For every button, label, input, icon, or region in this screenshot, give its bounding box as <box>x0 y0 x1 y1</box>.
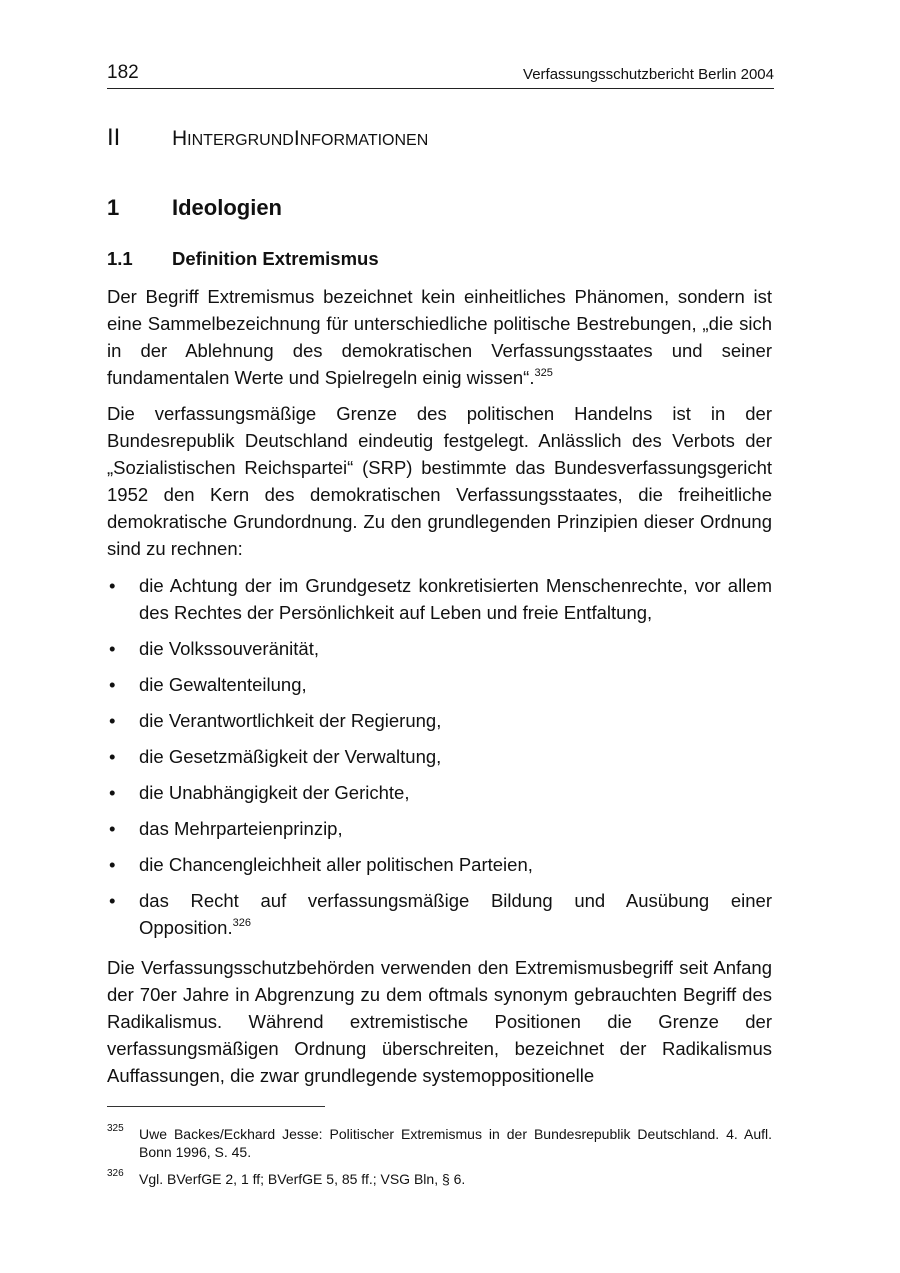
footnote-number: 326 <box>107 1168 124 1179</box>
list-item-text: das Mehrparteienprinzip, <box>139 818 343 839</box>
list-item <box>107 707 772 734</box>
list-item <box>107 635 772 662</box>
bullet-icon: • <box>109 782 116 803</box>
part-title-segment: I <box>293 127 300 150</box>
list-item <box>107 887 772 941</box>
section-number: 1 <box>107 195 120 220</box>
footnote-ref[interactable]: 325 <box>534 367 553 379</box>
footnote-ref[interactable]: 326 <box>232 917 251 929</box>
part-title <box>172 127 428 151</box>
footnote-number: 325 <box>107 1123 124 1134</box>
bullet-icon: • <box>109 818 116 839</box>
list-item-text: die Verantwortlichkeit der Regierung, <box>139 710 442 731</box>
paragraph <box>107 283 772 391</box>
principles-list <box>107 572 772 950</box>
list-item-text: die Volkssouveränität, <box>139 638 319 659</box>
part-title-segment: NFORMATIONEN <box>299 132 429 149</box>
paragraph-text: Die Verfassungsschutzbehörden verwenden den Extremismusbegriff seit Anfang der 70er Jahre in Abgrenzung zu dem oftmals synonym gebrauchten Begriff des Radikalismus. Während extremistische Positionen die Grenze der verfassungsmäßigen Ordnung überschreiten, bezeichnet der Radikalismus Auffassungen, die zwar grundlegende systemoppositionelle <box>107 957 772 1086</box>
part-number: II <box>107 124 121 151</box>
paragraph <box>107 954 772 1089</box>
running-title: Verfassungsschutzbericht Berlin 2004 <box>523 66 774 83</box>
part-title-segment: INTERGRUND <box>187 132 294 149</box>
paragraph-text: Die verfassungsmäßige Grenze des politischen Handelns ist in der Bundesrepublik Deutschland eindeutig festgelegt. Anlässlich des Verbots der „Sozialistischen Reichspartei“ (SRP) bestimmte das Bundesverfassungsgericht 1952 den Kern des demokratischen Verfassungsstaates, die freiheitliche demokratische Grundordnung. Zu den grundlegenden Prinzipien dieser Ordnung sind zu rechnen: <box>107 403 772 559</box>
bullet-icon: • <box>109 575 116 596</box>
footnote <box>107 1125 772 1161</box>
bullet-icon: • <box>109 638 116 659</box>
list-item <box>107 779 772 806</box>
bullet-icon: • <box>109 746 116 767</box>
list-item <box>107 851 772 878</box>
list-item <box>107 671 772 698</box>
list-item-text: die Gewaltenteilung, <box>139 674 307 695</box>
page-number: 182 <box>107 62 139 83</box>
list-item-text: die Unabhängigkeit der Gerichte, <box>139 782 410 803</box>
footnote <box>107 1170 772 1188</box>
list-item <box>107 572 772 626</box>
list-item-text: die Chancengleichheit aller politischen Parteien, <box>139 854 533 875</box>
part-title-segment: H <box>172 127 188 150</box>
bullet-icon: • <box>109 854 116 875</box>
paragraph <box>107 400 772 562</box>
subsection-number: 1.1 <box>107 248 133 269</box>
list-item <box>107 743 772 770</box>
footnote-text: Vgl. BVerfGE 2, 1 ff; BVerfGE 5, 85 ff.; VSG Bln, § 6. <box>139 1171 466 1187</box>
paragraph-text: Der Begriff Extremismus bezeichnet kein einheitliches Phänomen, sondern ist eine Sammelbezeichnung für unterschiedliche politische Bestrebungen, „die sich in der Ablehnung des demokratischen Verfassungsstaates und seiner fundamentalen Werte und Spielregeln einig wissen“. <box>107 286 772 388</box>
subsection-heading <box>107 248 379 270</box>
footnote-divider <box>107 1106 325 1107</box>
page-header <box>107 62 774 89</box>
list-item-text: die Achtung der im Grundgesetz konkretisierten Menschenrechte, vor allem des Rechtes der Persönlichkeit auf Leben und freie Entfaltung, <box>139 575 772 623</box>
section-heading <box>107 195 282 221</box>
list-item-text: die Gesetzmäßigkeit der Verwaltung, <box>139 746 442 767</box>
section-title: Ideologien <box>172 195 282 220</box>
bullet-icon: • <box>109 890 116 911</box>
subsection-title: Definition Extremismus <box>172 248 379 269</box>
list-item <box>107 815 772 842</box>
footnote-text: Uwe Backes/Eckhard Jesse: Politischer Extremismus in der Bundesrepublik Deutschland. 4. Aufl. Bonn 1996, S. 45. <box>139 1126 772 1160</box>
list-item-text: das Recht auf verfassungsmäßige Bildung und Ausübung einer Opposition. <box>139 890 772 938</box>
bullet-icon: • <box>109 674 116 695</box>
bullet-icon: • <box>109 710 116 731</box>
